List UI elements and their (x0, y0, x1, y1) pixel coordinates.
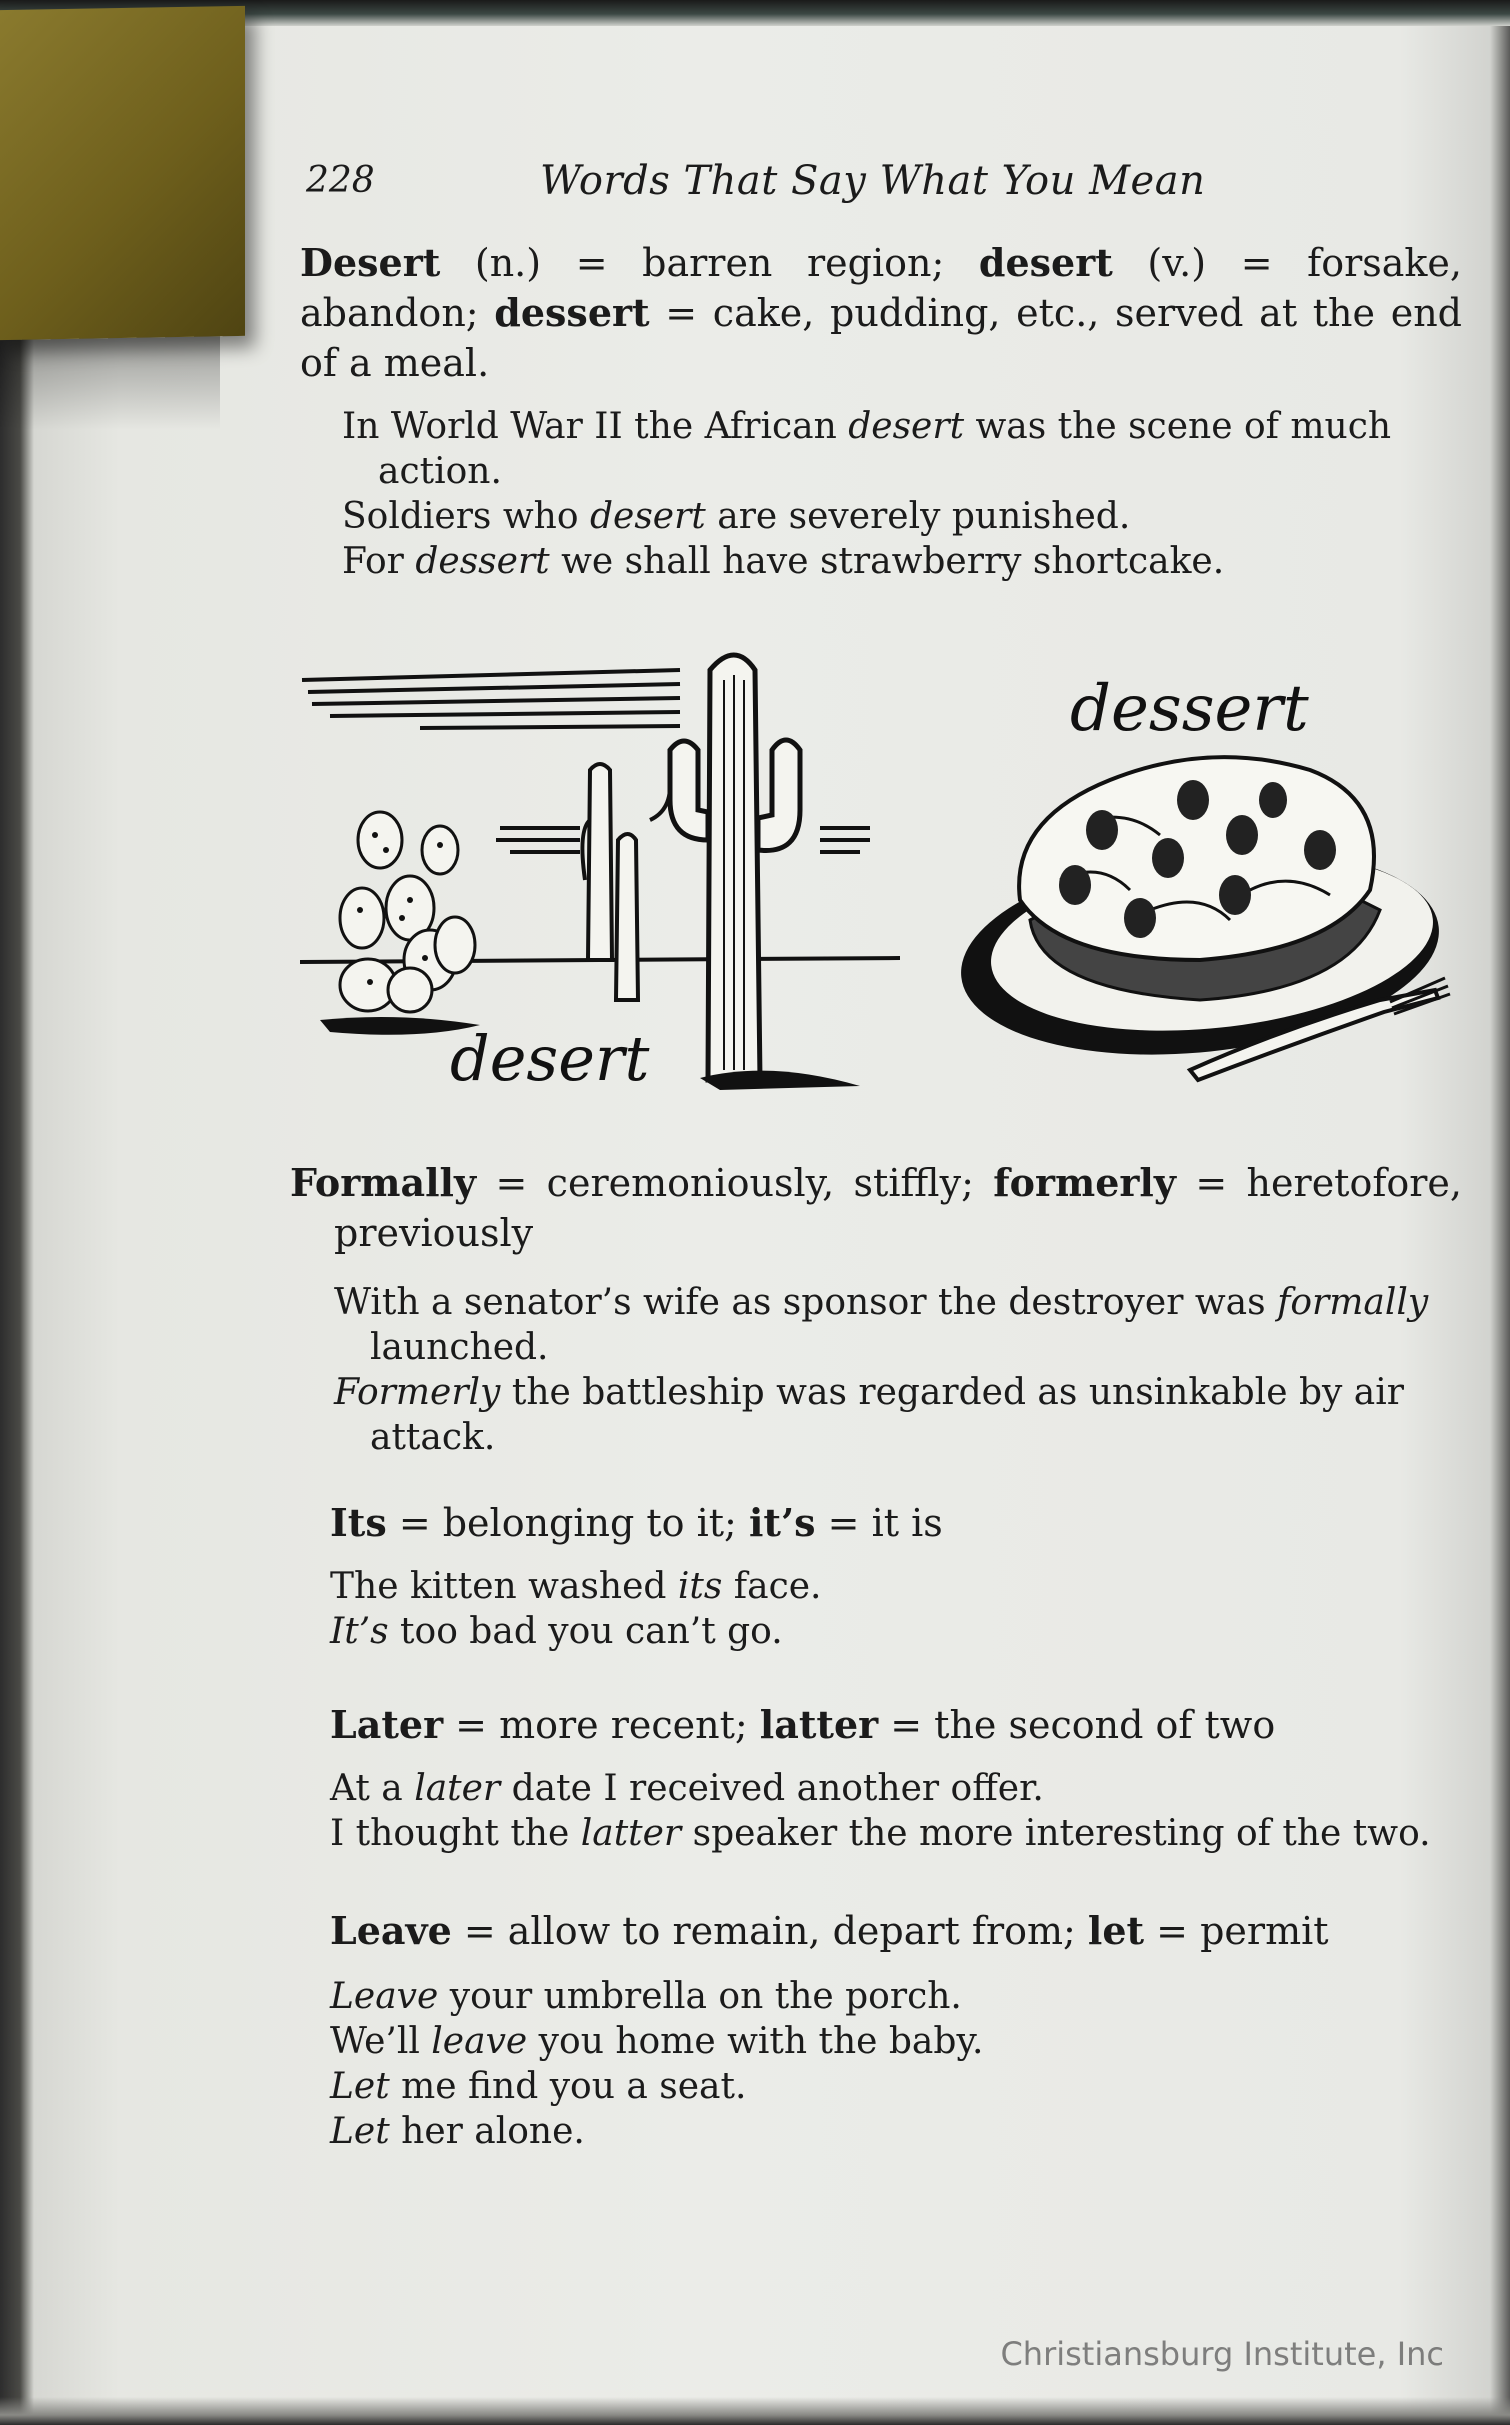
entry-definition (290, 1158, 1462, 1258)
entry-term: Its (330, 1500, 387, 1545)
bookmark-tab (0, 6, 245, 340)
watermark: Christiansburg Institute, Inc (1000, 2335, 1444, 2373)
entry-def-text: (n.) = barren region; (440, 241, 979, 285)
entry-term: latter (759, 1702, 879, 1747)
entry-term: let (1087, 1908, 1145, 1953)
entry-term: it’s (748, 1500, 816, 1545)
book-title: Words That Say What You Mean (540, 158, 1206, 204)
entry-later (330, 1700, 1460, 1856)
entry-definition (330, 1906, 1460, 1956)
desert-label: desert (450, 1022, 650, 1095)
entry-definition (300, 238, 1462, 388)
example-sentence: Let me find you a seat. (330, 2066, 747, 2107)
entry-term: formerly (993, 1160, 1176, 1205)
example-sentence: At a later date I received another offer. (330, 1768, 1044, 1809)
example-sentence: Soldiers who desert are severely punished. (342, 496, 1131, 537)
page-bottom-edge (0, 2397, 1510, 2425)
entry-term: Formally (290, 1160, 477, 1205)
entry-term: dessert (494, 290, 650, 335)
dessert-illustration (950, 660, 1460, 1100)
entry-def-text: (v.) = forsake, abandon; (300, 241, 1462, 335)
entry-definition (330, 1498, 1460, 1548)
entry-leave (330, 1906, 1460, 2154)
example-sentence: In World War II the African desert was the scene of much action. (342, 406, 1392, 492)
entry-def-text: = it is (815, 1501, 943, 1545)
example-sentence: The kitten washed its face. (330, 1566, 822, 1607)
entry-term: desert (978, 240, 1113, 285)
example-sentence: Let her alone. (330, 2111, 585, 2152)
entry-formally (290, 1158, 1462, 1460)
example-sentence: It’s too bad you can’t go. (330, 1611, 783, 1652)
example-sentence: For dessert we shall have strawberry shortcake. (342, 541, 1225, 582)
desert-illustration (300, 640, 900, 1100)
example-sentence: With a senator’s wife as sponsor the destroyer was formally launched. (334, 1282, 1429, 1368)
entry-def-text: = cake, pudding, etc., served at the end of a meal. (300, 291, 1462, 385)
entry-def-text: = heretofore, previously (334, 1161, 1462, 1255)
entry-def-text: = belonging to it; (386, 1501, 749, 1545)
entry-its (330, 1498, 1460, 1654)
entry-term: Desert (300, 240, 441, 285)
entry-def-text: = allow to remain, depart from; (451, 1909, 1088, 1953)
entry-def-text: = more recent; (443, 1703, 760, 1747)
entry-desert (300, 238, 1462, 584)
example-sentence: We’ll leave you home with the baby. (330, 2021, 984, 2062)
entry-def-text: = the second of two (878, 1703, 1276, 1747)
entry-def-text: = permit (1144, 1909, 1329, 1953)
page-number: 228 (306, 160, 375, 201)
example-sentence: I thought the latter speaker the more interesting of the two. (330, 1813, 1431, 1854)
entry-definition (330, 1700, 1460, 1750)
example-sentence: Leave your umbrella on the porch. (330, 1976, 962, 2017)
example-sentence: Formerly the battleship was regarded as unsinkable by air attack. (334, 1372, 1404, 1458)
dessert-label: dessert (1070, 672, 1309, 746)
entry-def-text: = ceremoniously, stiffly; (476, 1161, 994, 1205)
entry-term: Later (330, 1702, 444, 1747)
bookmark-shadow (0, 330, 220, 430)
entry-term: Leave (330, 1908, 452, 1953)
